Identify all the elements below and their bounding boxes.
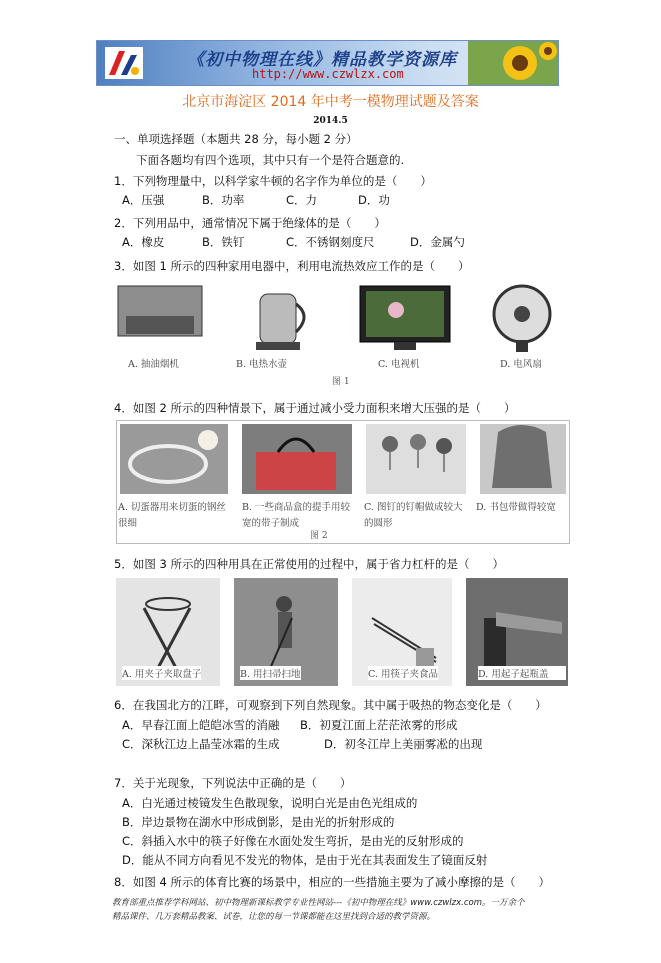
- gift-box-handle-image: [242, 424, 352, 494]
- thumbtack-image: [366, 424, 466, 494]
- backpack-image: [480, 424, 566, 494]
- site-logo-icon: [105, 47, 143, 79]
- figure-1-appliances: [112, 280, 572, 362]
- banner-url[interactable]: http://www.czwlzx.com: [252, 67, 404, 81]
- q1-option-b: B．功率: [202, 193, 245, 207]
- figure-1-label: 图 1: [332, 377, 350, 387]
- q7-option-a: A．白光通过棱镜发生色散现象，说明白光是由色光组成的: [122, 796, 418, 810]
- section-heading: 一、单项选择题（本题共 28 分，每小题 2 分）: [114, 132, 358, 146]
- figure-2-label: 图 2: [310, 531, 328, 541]
- q6-option-b: B．初夏江面上茫茫浓雾的形成: [300, 718, 458, 732]
- electric-fan-image: [494, 286, 550, 352]
- q5-caption-b: B. 用扫帚扫地: [240, 666, 301, 680]
- q4-caption-a: A. 切蛋器用来切蛋的钢丝很细: [118, 502, 226, 529]
- question-3-stem: 3．如图 1 所示的四种家用电器中，利用电流热效应工作的是（ ）: [114, 259, 470, 273]
- q6-option-d: D．初冬江岸上美丽雾凇的出现: [324, 737, 483, 751]
- q4-caption-b: B. 一些商品盒的提手用较宽的带子制成: [242, 502, 351, 529]
- q7-option-c: C．斜插入水中的筷子好像在水面处发生弯折，是由光的反射形成的: [122, 834, 464, 848]
- q7-option-b: B．岸边景物在湖水中形成倒影，是由光的折射形成的: [122, 815, 395, 829]
- q2-option-b: B．铁钉: [202, 235, 245, 249]
- q4-caption-d: D. 书包带做得较宽: [476, 502, 556, 513]
- footer-line-2: 精品课件、几万套精品教案、试卷，让您的每一节课都能在这里找到合适的教学资源。: [112, 912, 436, 922]
- figure-2-scenes: [118, 422, 568, 496]
- television-image: [360, 286, 450, 350]
- q5-caption-d: D. 用起子起瓶盖: [478, 666, 566, 680]
- site-banner: [96, 40, 559, 86]
- q3-caption-b: B. 电热水壶: [236, 359, 288, 370]
- question-6-stem: 6．在我国北方的冮畔，可观察到下列自然现象。其中属于吸热的物态变化是（ ）: [114, 698, 547, 712]
- q3-caption-a: A. 抽油烟机: [128, 359, 179, 370]
- q1-option-d: D．功: [358, 193, 390, 207]
- question-1-stem: 1．下列物理量中，以科学家牛顿的名字作为单位的是（ ）: [114, 174, 432, 188]
- question-7-stem: 7．关于光现象，下列说法中正确的是（ ）: [114, 776, 352, 790]
- q4-caption-c: C. 图钉的钉帽做成较大的圆形: [364, 502, 463, 529]
- q3-caption-c: C. 电视机: [378, 359, 420, 370]
- electric-kettle-image: [256, 294, 304, 350]
- question-5-stem: 5．如图 3 所示的四种用具在正常使用的过程中，属于省力杠杆的是（ ）: [114, 557, 504, 571]
- document-date: 2014.5: [313, 116, 348, 126]
- page-footer: [112, 896, 592, 924]
- q6-option-a: A．早春江面上皑皑冰雪的消融: [122, 718, 280, 732]
- footer-line-1: 教育部重点推荐学科网站、初中物理新课标教学专业性网站---《初中物理在线》www.czwlzx.com。一万余个: [112, 898, 525, 908]
- banner-title: 《初中物理在线》精品教学资源库: [187, 50, 457, 70]
- q2-option-a: A．橡皮: [122, 235, 165, 249]
- q2-option-d: D．金属勺: [410, 235, 465, 249]
- q1-option-c: C．力: [286, 193, 318, 207]
- q3-caption-d: D. 电风扇: [500, 359, 542, 370]
- q5-caption-a: A. 用夹子夹取盘子: [122, 666, 201, 680]
- q7-option-d: D．能从不同方向看见不发光的物体，是由于光在其表面发生了镜面反射: [122, 853, 488, 867]
- section-instruction: 下面各题均有四个选项，其中只有一个是符合题意的.: [136, 153, 405, 167]
- question-4-stem: 4．如图 2 所示的四种情景下，属于通过减小受力面积来增大压强的是（ ）: [114, 401, 516, 415]
- question-2-stem: 2．下列用品中，通常情况下属于绝缘体的是（ ）: [114, 216, 386, 230]
- q1-option-a: A．压强: [122, 193, 165, 207]
- range-hood-image: [118, 286, 202, 336]
- egg-slicer-image: [120, 424, 228, 494]
- sunflower-icon: [468, 41, 558, 85]
- q5-caption-c: C. 用筷子夹食品: [368, 666, 438, 680]
- q6-option-c: C．深秋江边上晶莹冰霜的生成: [122, 737, 280, 751]
- document-title: 北京市海淀区 2014 年中考一模物理试题及答案: [182, 94, 479, 110]
- q2-option-c: C．不锈钢刻度尺: [286, 235, 375, 249]
- question-8-stem: 8．如图 4 所示的体育比赛的场景中，相应的一些措施主要为了减小摩擦的是（ ）: [114, 875, 550, 889]
